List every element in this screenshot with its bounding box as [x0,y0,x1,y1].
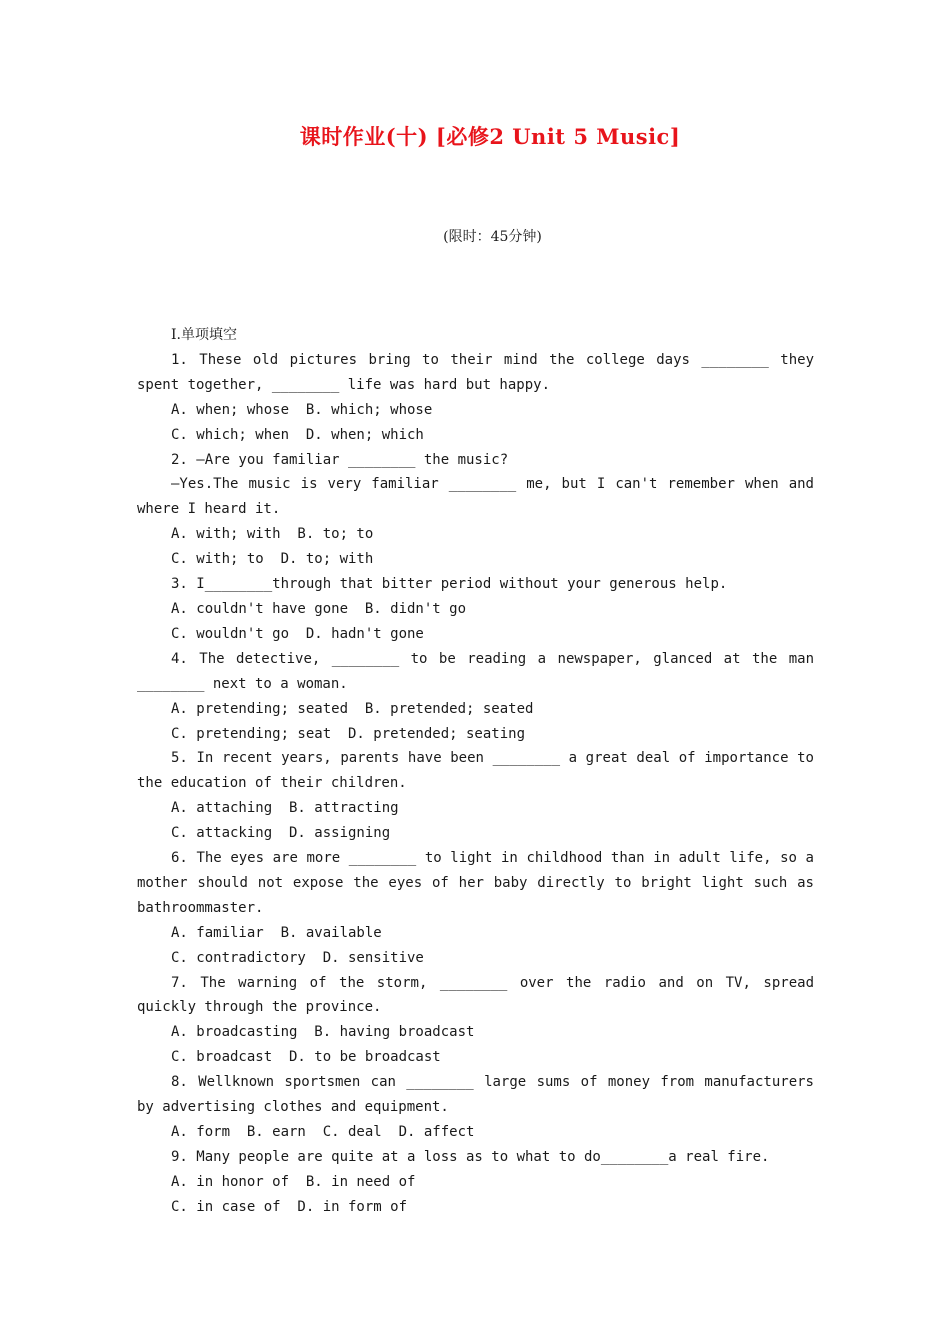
question [137,572,814,647]
answer-options: C. contradictory D. sensitive [171,949,424,966]
question [137,746,814,846]
answer-options: C. pretending; seat D. pretended; seating [171,725,526,742]
question-stem: —Yes.The music is very familiar ________ me, but I can't remember when and where I heard it. [137,476,814,518]
question-stem: 5. In recent years, parents have been ________ a great deal of importance to the education of their children. [137,750,814,792]
question [137,1070,814,1145]
answer-options: C. in case of D. in form of [171,1198,408,1215]
question [137,348,814,448]
question-stem: 7. The warning of the storm, ________ over the radio and on TV, spread quickly through the province. [137,974,814,1016]
answer-options: A. familiar B. available [171,924,382,941]
answer-options: C. which; when D. when; which [171,426,424,443]
answer-options: A. broadcasting B. having broadcast [171,1024,475,1041]
page-title: 课时作业(十) [必修2 Unit 5 Music] [299,124,681,149]
question [137,1145,814,1220]
time-limit: (限时：45分钟) [443,229,542,245]
question-stem: 1. These old pictures bring to their mind the college days ________ they spent together, ________ life was hard but happy. [137,351,814,393]
question [137,448,814,573]
exercise-body [137,323,814,1220]
question [137,846,814,971]
answer-options: A. when; whose B. which; whose [171,401,433,418]
answer-options: A. in honor of B. in need of [171,1173,416,1190]
answer-options: C. with; to D. to; with [171,551,374,568]
answer-options: A. attaching B. attracting [171,800,399,817]
answer-options: A. couldn't have gone B. didn't go [171,600,467,617]
section-heading: Ⅰ.单项填空 [171,327,237,343]
question-stem: 6. The eyes are more ________ to light in childhood than in adult life, so a mother should not expose the eyes of her baby directly to bright light such as bathroommaster. [137,850,814,916]
answer-options: A. with; with B. to; to [171,526,374,543]
question-stem: 3. I________through that bitter period without your generous help. [171,576,728,593]
question [137,647,814,747]
question-stem: 9. Many people are quite at a loss as to what to do________a real fire. [171,1148,770,1165]
question-stem: 2. —Are you familiar ________ the music? [171,451,509,468]
answer-options: C. wouldn't go D. hadn't gone [171,625,424,642]
answer-options: A. pretending; seated B. pretended; seated [171,700,534,717]
answer-options: A. form B. earn C. deal D. affect [171,1124,475,1140]
answer-options: C. broadcast D. to be broadcast [171,1049,441,1066]
question [137,971,814,1071]
question-stem: 8. Wellknown sportsmen can ________ large sums of money from manufacturers by advertising clothes and equipment. [137,1074,814,1116]
question-stem: 4. The detective, ________ to be reading a newspaper, glanced at the man ________ next to a woman. [137,650,814,692]
answer-options: C. attacking D. assigning [171,825,391,842]
